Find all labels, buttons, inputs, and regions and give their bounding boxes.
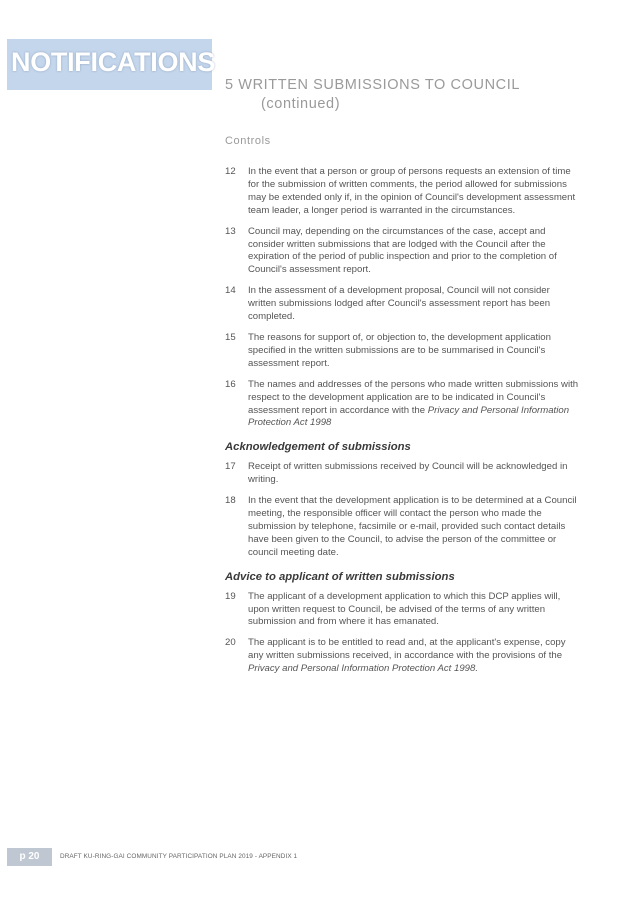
list-item: [225, 285, 580, 324]
item-number: 19: [225, 590, 236, 602]
item-number: 20: [225, 637, 236, 649]
list-item: [225, 591, 580, 630]
acknowledgement-heading: Acknowledgement of submissions: [225, 441, 411, 454]
item-text: Receipt of written submissions received by Council will be acknowledged in writing.: [248, 461, 568, 486]
list-item: [225, 495, 580, 560]
controls-label: Controls: [225, 135, 271, 147]
item-number: 13: [225, 225, 236, 237]
list-item: [225, 461, 580, 487]
act-citation: Privacy and Personal Information Protection Act 1998.: [248, 663, 479, 675]
section-heading-continued: (continued): [261, 96, 341, 112]
item-number: 18: [225, 495, 236, 507]
list-item: [225, 332, 580, 371]
section-heading: [225, 76, 520, 114]
item-text: Council may, depending on the circumstances of the case, accept and consider written submissions that are lodged with the Council after the expiration of the period of public inspection and prior to the completion of Council's assessment report.: [248, 225, 557, 276]
item-number: 12: [225, 166, 236, 177]
item-text-wrapper: [248, 637, 580, 676]
item-number: 15: [225, 331, 236, 343]
advice-heading: Advice to applicant of written submissions: [225, 570, 455, 583]
act-citation: Privacy and Personal Information Protection Act 1998: [248, 404, 570, 429]
item-text: The applicant is to be entitled to read and, at the applicant's expense, copy any written submissions received, in accordance with the provisions of the: [248, 637, 566, 662]
list-item: [225, 379, 580, 431]
banner-title: NOTIFICATIONS: [11, 47, 216, 77]
item-text: In the event that the development application is to be determined at a Council meeting, the responsible officer will contact the person who made the submission by telephone, facsimile or e-mail, provided such contact details have been given to the Council, to advise the person of the committee or council meeting date.: [248, 495, 577, 558]
list-item: [225, 637, 580, 676]
item-text: In the assessment of a development proposal, Council will not consider written submissions lodged after Council's assessment report has been completed.: [248, 285, 551, 323]
item-text-wrapper: [248, 379, 580, 431]
item-number: 17: [225, 461, 236, 473]
item-text: The names and addresses of the persons who made written submissions with respect to the development application are to be indicated in Council's assessment report in accordance with the: [248, 378, 579, 416]
list-item: [225, 166, 580, 218]
item-text: The reasons for support of, or objection to, the development application specified in the written submissions are to be summarised in Council's assessment report.: [248, 331, 551, 369]
document-content: [225, 166, 580, 684]
list-item: [225, 226, 580, 278]
item-number: 14: [225, 285, 236, 297]
page-number-tab: p 20: [7, 848, 52, 866]
item-number: 16: [225, 378, 236, 390]
footer-text: DRAFT KU-RING-GAI COMMUNITY PARTICIPATION PLAN 2019 - APPENDIX 1: [60, 853, 298, 860]
section-heading-title: 5 WRITTEN SUBMISSIONS TO COUNCIL: [225, 77, 521, 93]
item-text: The applicant of a development application to which this DCP applies will, upon written request to Council, be advised of the terms of any written submission and from where it has emanated.: [248, 590, 561, 628]
item-text: In the event that a person or group of persons requests an extension of time for the submission of written comments, the period allowed for submissions may be extended only if, in the opinion of Council's development assessment team leader, a longer period is warranted in the circumstances.: [248, 166, 576, 216]
